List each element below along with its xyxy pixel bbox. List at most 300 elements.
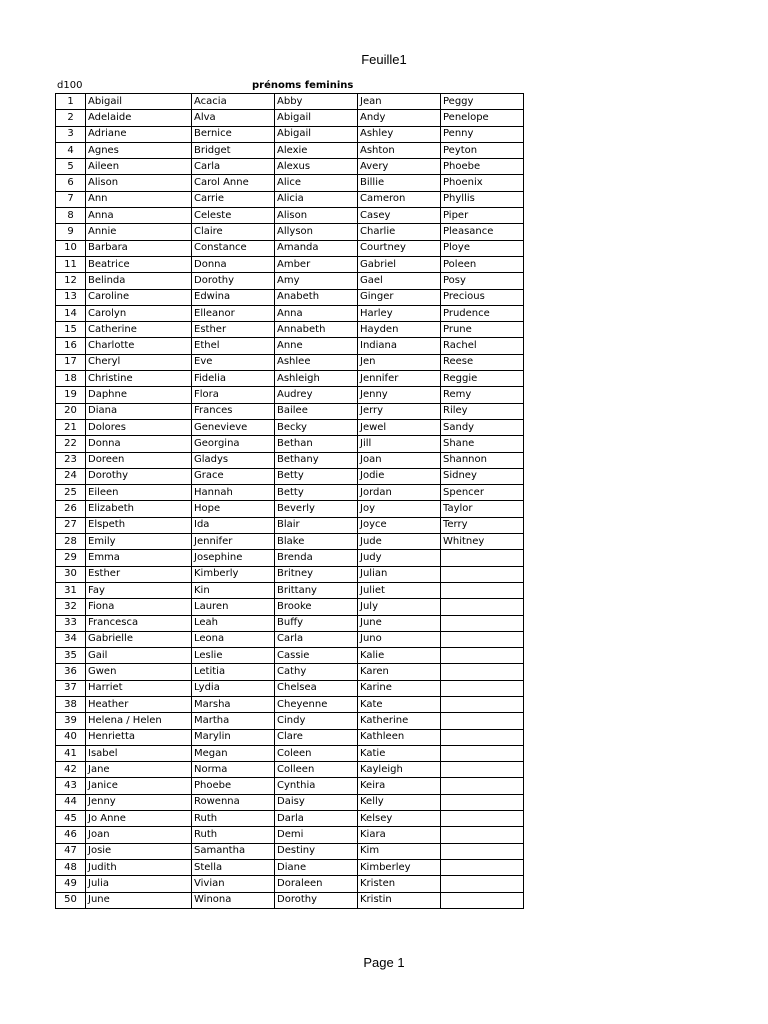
name-cell: Bridget [192, 142, 275, 158]
name-cell [441, 648, 524, 664]
name-cell: Gwen [86, 664, 192, 680]
row-number: 1 [56, 94, 86, 110]
name-cell: Aileen [86, 159, 192, 175]
name-cell: Cheyenne [275, 696, 358, 712]
row-number: 23 [56, 452, 86, 468]
table-row [56, 436, 524, 452]
table-row [56, 289, 524, 305]
name-cell: Eileen [86, 485, 192, 501]
name-cell: Kimberley [358, 859, 441, 875]
name-cell: Carrie [192, 191, 275, 207]
table-row [56, 256, 524, 272]
name-cell: Cindy [275, 713, 358, 729]
table-row [56, 387, 524, 403]
name-cell: Gail [86, 648, 192, 664]
name-cell: Indiana [358, 338, 441, 354]
name-cell: Alva [192, 110, 275, 126]
name-cell: Caroline [86, 289, 192, 305]
table-title: prénoms feminins [252, 80, 354, 91]
name-cell: Carla [275, 631, 358, 647]
name-cell: Becky [275, 419, 358, 435]
name-cell: Francesca [86, 615, 192, 631]
name-cell: Barbara [86, 240, 192, 256]
row-number: 36 [56, 664, 86, 680]
name-cell: Anna [86, 208, 192, 224]
name-cell: Helena / Helen [86, 713, 192, 729]
name-cell: Frances [192, 403, 275, 419]
name-cell [441, 696, 524, 712]
name-cell: Penny [441, 126, 524, 142]
name-cell: Phoebe [441, 159, 524, 175]
table-row [56, 794, 524, 810]
name-cell: Alice [275, 175, 358, 191]
name-cell: Gael [358, 273, 441, 289]
name-cell: Rachel [441, 338, 524, 354]
name-cell: Kristin [358, 892, 441, 908]
name-cell: Jordan [358, 485, 441, 501]
name-cell [441, 615, 524, 631]
name-cell: July [358, 599, 441, 615]
name-cell: Esther [192, 322, 275, 338]
name-cell: Ashleigh [275, 371, 358, 387]
name-cell [441, 876, 524, 892]
table-row [56, 94, 524, 110]
name-cell [441, 892, 524, 908]
name-cell: Bernice [192, 126, 275, 142]
name-cell: Keira [358, 778, 441, 794]
name-cell: Jane [86, 762, 192, 778]
name-cell: Rowenna [192, 794, 275, 810]
row-number: 2 [56, 110, 86, 126]
name-cell: Shane [441, 436, 524, 452]
name-cell: Isabel [86, 745, 192, 761]
name-cell: Doreen [86, 452, 192, 468]
row-number: 50 [56, 892, 86, 908]
name-cell: Anna [275, 305, 358, 321]
name-cell: Bailee [275, 403, 358, 419]
name-cell [441, 582, 524, 598]
table-row [56, 859, 524, 875]
name-cell: Juliet [358, 582, 441, 598]
name-cell: Betty [275, 468, 358, 484]
dice-label: d100 [57, 80, 83, 91]
name-cell: Leslie [192, 648, 275, 664]
name-cell: Jenny [358, 387, 441, 403]
name-cell: Phoebe [192, 778, 275, 794]
name-cell: Betty [275, 485, 358, 501]
name-cell: Heather [86, 696, 192, 712]
name-cell: Karine [358, 680, 441, 696]
name-cell: Julian [358, 566, 441, 582]
name-cell: Fidelia [192, 371, 275, 387]
name-cell: Harriet [86, 680, 192, 696]
name-cell: Ploye [441, 240, 524, 256]
name-cell: Brittany [275, 582, 358, 598]
name-cell: Kate [358, 696, 441, 712]
row-number: 41 [56, 745, 86, 761]
name-cell [441, 811, 524, 827]
name-cell: Amy [275, 273, 358, 289]
name-cell [441, 550, 524, 566]
name-cell: Harley [358, 305, 441, 321]
name-cell: Leona [192, 631, 275, 647]
name-cell: Kiara [358, 827, 441, 843]
name-cell: Abigail [275, 126, 358, 142]
name-cell: Ruth [192, 811, 275, 827]
name-cell: Dorothy [192, 273, 275, 289]
name-cell: Agnes [86, 142, 192, 158]
name-cell: Jude [358, 534, 441, 550]
name-cell: Daphne [86, 387, 192, 403]
name-cell: Letitia [192, 664, 275, 680]
name-cell [441, 794, 524, 810]
row-number: 39 [56, 713, 86, 729]
name-cell: Clare [275, 729, 358, 745]
name-cell: Terry [441, 517, 524, 533]
name-cell: June [358, 615, 441, 631]
table-row [56, 713, 524, 729]
table-row [56, 892, 524, 908]
name-cell: Belinda [86, 273, 192, 289]
row-number: 34 [56, 631, 86, 647]
row-number: 9 [56, 224, 86, 240]
name-cell: Lydia [192, 680, 275, 696]
name-cell: Posy [441, 273, 524, 289]
table-row [56, 550, 524, 566]
name-cell: Josie [86, 843, 192, 859]
table-row [56, 175, 524, 191]
name-cell [441, 566, 524, 582]
name-cell: Diane [275, 859, 358, 875]
name-cell: Andy [358, 110, 441, 126]
row-number: 18 [56, 371, 86, 387]
row-number: 4 [56, 142, 86, 158]
name-cell: Alicia [275, 191, 358, 207]
name-cell: Winona [192, 892, 275, 908]
name-cell: Abigail [275, 110, 358, 126]
name-cell: Phoenix [441, 175, 524, 191]
name-cell: Katie [358, 745, 441, 761]
name-cell: Kathleen [358, 729, 441, 745]
page-footer: Page 1 [363, 955, 405, 970]
name-cell [441, 631, 524, 647]
table-row [56, 696, 524, 712]
name-cell: June [86, 892, 192, 908]
row-number: 16 [56, 338, 86, 354]
table-row [56, 142, 524, 158]
table-row [56, 126, 524, 142]
name-cell: Alison [86, 175, 192, 191]
name-cell: Celeste [192, 208, 275, 224]
name-cell: Grace [192, 468, 275, 484]
table-row [56, 680, 524, 696]
table-row [56, 419, 524, 435]
name-cell: Kim [358, 843, 441, 859]
name-cell: Darla [275, 811, 358, 827]
name-cell: Jen [358, 354, 441, 370]
name-cell: Cameron [358, 191, 441, 207]
name-cell: Alison [275, 208, 358, 224]
row-number: 3 [56, 126, 86, 142]
name-cell [441, 843, 524, 859]
name-cell: Eve [192, 354, 275, 370]
name-cell: Lauren [192, 599, 275, 615]
name-cell: Jerry [358, 403, 441, 419]
table-row [56, 354, 524, 370]
name-cell: Gabrielle [86, 631, 192, 647]
table-row [56, 501, 524, 517]
name-cell: Kimberly [192, 566, 275, 582]
name-cell: Samantha [192, 843, 275, 859]
name-cell: Adriane [86, 126, 192, 142]
name-cell: Britney [275, 566, 358, 582]
name-cell: Hayden [358, 322, 441, 338]
name-cell: Catherine [86, 322, 192, 338]
name-cell: Beverly [275, 501, 358, 517]
name-cell [441, 664, 524, 680]
name-cell: Juno [358, 631, 441, 647]
name-cell: Anabeth [275, 289, 358, 305]
row-number: 8 [56, 208, 86, 224]
name-cell: Kristen [358, 876, 441, 892]
name-cell: Christine [86, 371, 192, 387]
name-cell: Jean [358, 94, 441, 110]
name-cell: Jo Anne [86, 811, 192, 827]
table-row [56, 273, 524, 289]
name-cell: Cheryl [86, 354, 192, 370]
row-number: 14 [56, 305, 86, 321]
name-cell: Annabeth [275, 322, 358, 338]
name-cell: Peyton [441, 142, 524, 158]
name-cell: Prune [441, 322, 524, 338]
row-number: 12 [56, 273, 86, 289]
row-number: 35 [56, 648, 86, 664]
name-cell: Sandy [441, 419, 524, 435]
name-cell: Reggie [441, 371, 524, 387]
name-cell: Penelope [441, 110, 524, 126]
name-cell: Emma [86, 550, 192, 566]
name-cell: Beatrice [86, 256, 192, 272]
name-cell: Allyson [275, 224, 358, 240]
row-number: 21 [56, 419, 86, 435]
table-row [56, 305, 524, 321]
name-cell: Fay [86, 582, 192, 598]
name-cell: Megan [192, 745, 275, 761]
name-cell: Amanda [275, 240, 358, 256]
row-number: 26 [56, 501, 86, 517]
name-cell: Norma [192, 762, 275, 778]
row-number: 32 [56, 599, 86, 615]
name-cell: Emily [86, 534, 192, 550]
name-cell: Carla [192, 159, 275, 175]
name-cell: Ruth [192, 827, 275, 843]
name-cell [441, 713, 524, 729]
name-cell: Buffy [275, 615, 358, 631]
name-cell: Carolyn [86, 305, 192, 321]
name-cell [441, 745, 524, 761]
table-row [56, 729, 524, 745]
name-cell: Charlotte [86, 338, 192, 354]
row-number: 30 [56, 566, 86, 582]
name-cell: Chelsea [275, 680, 358, 696]
name-cell: Demi [275, 827, 358, 843]
row-number: 44 [56, 794, 86, 810]
name-cell: Edwina [192, 289, 275, 305]
name-cell [441, 599, 524, 615]
name-cell: Amber [275, 256, 358, 272]
table-row [56, 338, 524, 354]
name-cell [441, 729, 524, 745]
name-cell: Gladys [192, 452, 275, 468]
name-cell: Jenny [86, 794, 192, 810]
name-cell: Joan [86, 827, 192, 843]
name-cell: Audrey [275, 387, 358, 403]
name-cell: Jennifer [192, 534, 275, 550]
row-number: 38 [56, 696, 86, 712]
row-number: 46 [56, 827, 86, 843]
table-row [56, 843, 524, 859]
name-cell: Katherine [358, 713, 441, 729]
table-row [56, 648, 524, 664]
name-cell: Stella [192, 859, 275, 875]
name-cell: Courtney [358, 240, 441, 256]
name-cell: Janice [86, 778, 192, 794]
name-cell: Peggy [441, 94, 524, 110]
row-number: 7 [56, 191, 86, 207]
name-cell: Marylin [192, 729, 275, 745]
name-cell: Riley [441, 403, 524, 419]
name-cell: Anne [275, 338, 358, 354]
name-cell: Martha [192, 713, 275, 729]
name-cell: Ashley [358, 126, 441, 142]
row-number: 31 [56, 582, 86, 598]
name-cell: Joy [358, 501, 441, 517]
name-cell: Fiona [86, 599, 192, 615]
name-cell [441, 859, 524, 875]
row-number: 29 [56, 550, 86, 566]
name-cell: Ginger [358, 289, 441, 305]
table-row [56, 566, 524, 582]
name-cell: Bethan [275, 436, 358, 452]
name-cell: Kelsey [358, 811, 441, 827]
row-number: 22 [56, 436, 86, 452]
name-cell: Bethany [275, 452, 358, 468]
name-cell: Joyce [358, 517, 441, 533]
table-row [56, 240, 524, 256]
name-cell: Elizabeth [86, 501, 192, 517]
name-cell: Phyllis [441, 191, 524, 207]
row-number: 43 [56, 778, 86, 794]
name-cell: Brenda [275, 550, 358, 566]
name-cell: Remy [441, 387, 524, 403]
row-number: 37 [56, 680, 86, 696]
row-number: 20 [56, 403, 86, 419]
name-cell: Colleen [275, 762, 358, 778]
row-number: 42 [56, 762, 86, 778]
name-cell: Flora [192, 387, 275, 403]
table-row [56, 191, 524, 207]
row-number: 11 [56, 256, 86, 272]
row-number: 40 [56, 729, 86, 745]
name-cell: Diana [86, 403, 192, 419]
name-cell: Dorothy [86, 468, 192, 484]
name-cell: Alexus [275, 159, 358, 175]
table-row [56, 322, 524, 338]
name-cell: Constance [192, 240, 275, 256]
name-cell: Leah [192, 615, 275, 631]
name-cell: Donna [192, 256, 275, 272]
row-number: 28 [56, 534, 86, 550]
table-row [56, 582, 524, 598]
row-number: 47 [56, 843, 86, 859]
table-row [56, 811, 524, 827]
name-cell [441, 762, 524, 778]
name-cell: Shannon [441, 452, 524, 468]
name-cell: Joan [358, 452, 441, 468]
table-row [56, 485, 524, 501]
table-row [56, 778, 524, 794]
name-cell: Poleen [441, 256, 524, 272]
name-cell: Josephine [192, 550, 275, 566]
name-cell: Jodie [358, 468, 441, 484]
name-cell: Esther [86, 566, 192, 582]
table-row [56, 224, 524, 240]
name-cell: Blake [275, 534, 358, 550]
table-row [56, 745, 524, 761]
name-cell: Henrietta [86, 729, 192, 745]
row-number: 10 [56, 240, 86, 256]
row-number: 33 [56, 615, 86, 631]
name-cell: Julia [86, 876, 192, 892]
name-cell: Claire [192, 224, 275, 240]
row-number: 49 [56, 876, 86, 892]
name-cell: Cynthia [275, 778, 358, 794]
name-cell: Ann [86, 191, 192, 207]
row-number: 24 [56, 468, 86, 484]
name-cell: Daisy [275, 794, 358, 810]
table-row [56, 517, 524, 533]
name-cell: Genevieve [192, 419, 275, 435]
name-cell: Prudence [441, 305, 524, 321]
name-cell: Brooke [275, 599, 358, 615]
name-cell: Karen [358, 664, 441, 680]
name-cell: Ashton [358, 142, 441, 158]
table-row [56, 762, 524, 778]
name-cell: Donna [86, 436, 192, 452]
name-cell [441, 778, 524, 794]
name-cell: Casey [358, 208, 441, 224]
name-cell: Kayleigh [358, 762, 441, 778]
name-cell: Jill [358, 436, 441, 452]
row-number: 15 [56, 322, 86, 338]
name-cell: Elleanor [192, 305, 275, 321]
name-cell: Vivian [192, 876, 275, 892]
table-row [56, 403, 524, 419]
name-cell: Avery [358, 159, 441, 175]
name-cell: Adelaide [86, 110, 192, 126]
table-row [56, 468, 524, 484]
row-number: 25 [56, 485, 86, 501]
name-cell: Marsha [192, 696, 275, 712]
name-cell [441, 827, 524, 843]
name-cell: Jewel [358, 419, 441, 435]
name-cell: Blair [275, 517, 358, 533]
name-cell: Reese [441, 354, 524, 370]
row-number: 13 [56, 289, 86, 305]
sheet-title: Feuille1 [361, 52, 407, 67]
table-row [56, 452, 524, 468]
names-table [55, 93, 524, 909]
